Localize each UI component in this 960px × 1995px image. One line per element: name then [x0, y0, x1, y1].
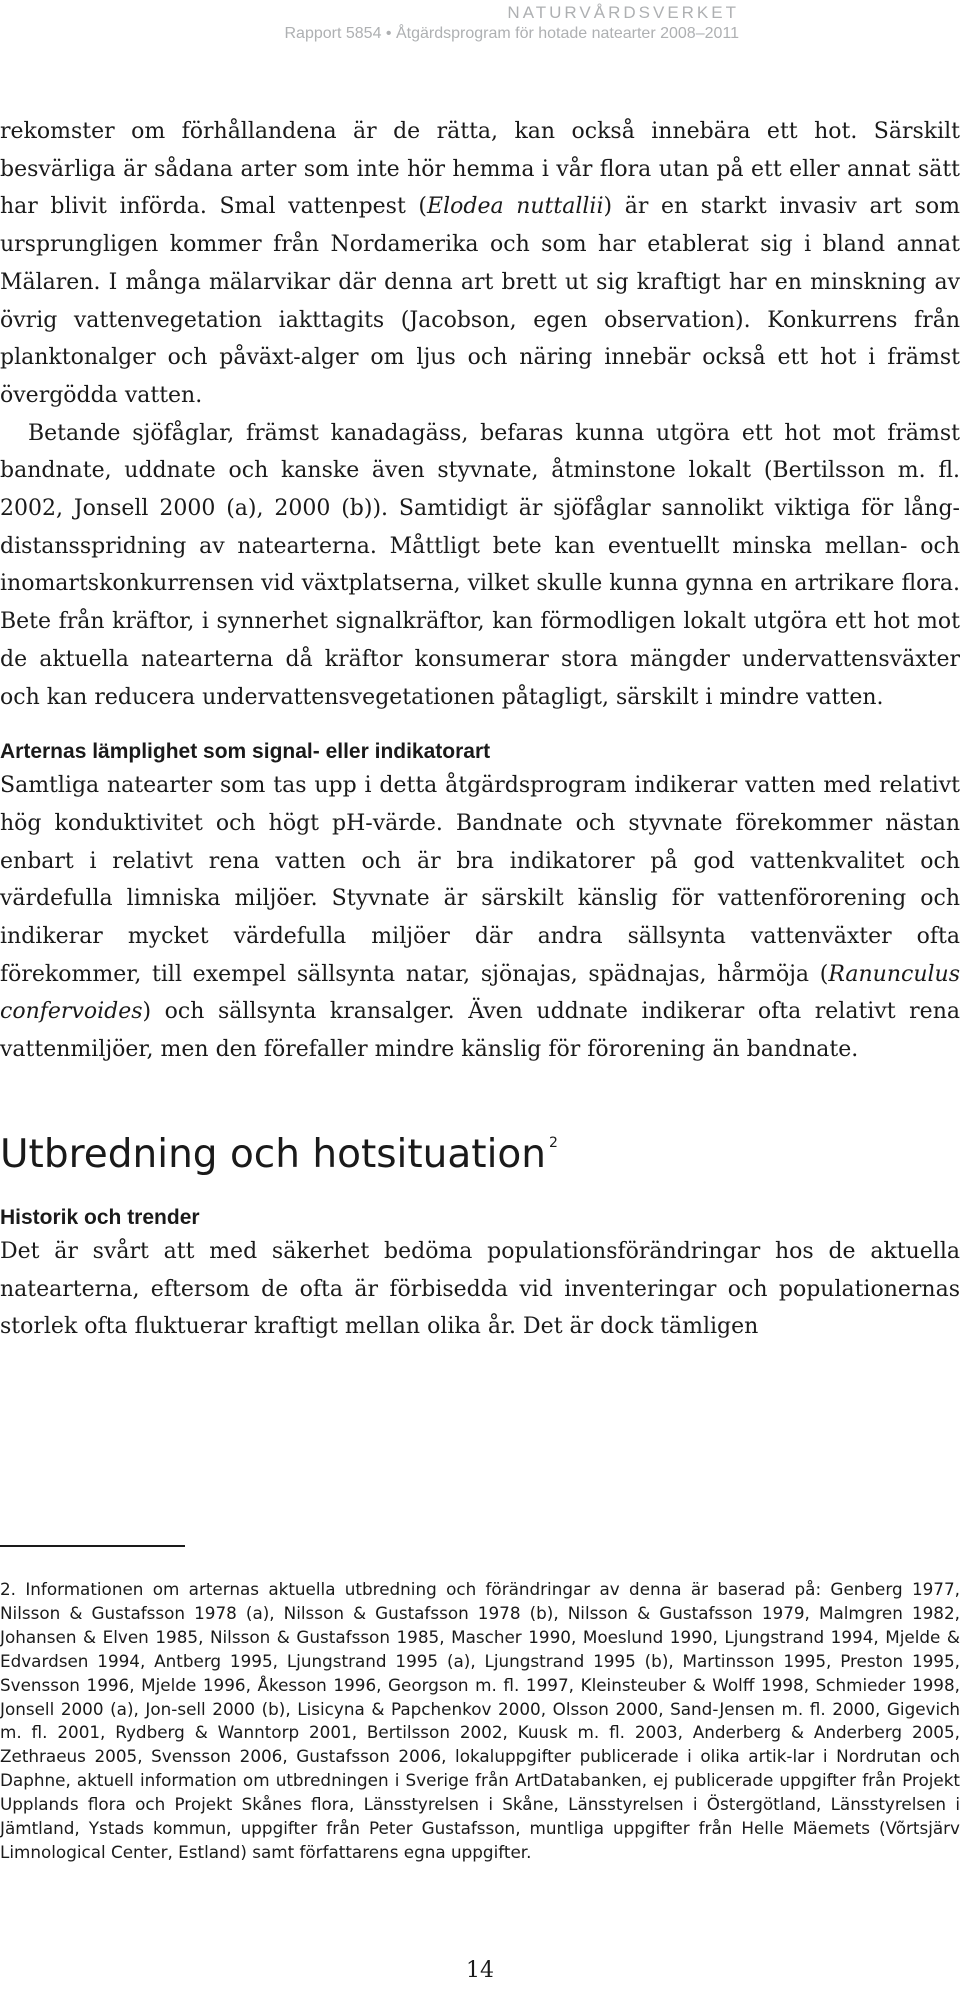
paragraph-threats-invasive	[0, 113, 960, 415]
species-name: Elodea nuttallii	[427, 194, 604, 220]
header-org: NATURVÅRDSVERKET	[507, 3, 739, 22]
running-header	[0, 0, 960, 58]
footnote-reference[interactable]: 2	[549, 1134, 558, 1151]
threats-section	[0, 113, 960, 716]
paragraph-text: ) och sällsynta kransalger. Även uddnate indikerar ofta relativt rena vattenmiljöer, men den förefaller mindre känslig för förorening än bandnate.	[0, 999, 960, 1063]
species-name: Ranunculus confervoides	[0, 961, 960, 1025]
history-section	[0, 1233, 960, 1346]
paragraph-text: Samtliga natearter som tas upp i detta åtgärdsprogram indikerar vatten med relativt hög konduktivitet och högt pH-värde. Bandnate och styvnate förekommer nästan enbart i relativt rena vatten och är bra indikatorer på god vattenkvalitet och värdefulla limniska miljöer. Styvnate är särskilt känslig för vattenförorening och indikerar mycket värdefulla miljöer där andra sällsynta vattenväxter ofta förekommer, till exempel sällsynta natar, sjönajas, spädnajas, hårmöja (	[0, 773, 960, 987]
paragraph-text: ) är en starkt invasiv art som ursprungligen kommer från Nordamerika och som har etablerat sig i bland annat Mälaren. I många mälarvikar där denna art brett ut sig kraftigt har en minskning av övrig vattenvegetation iakttagits (Jacobson, egen observation). Konkurrens från planktonalger och påväxt-alger om ljus och näring innebär också ett hot i främst övergödda vatten.	[0, 194, 960, 408]
paragraph-text: rekomster om förhållandena är de rätta, kan också innebära ett hot. Särskilt besvärliga är sådana arter som inte hör hemma i vår flora utan på ett eller annat sätt har blivit införda. Smal vattenpest (	[0, 119, 960, 220]
subheading-history: Historik och trender	[0, 1205, 200, 1229]
header-report-title: Rapport 5854 • Åtgärdsprogram för hotade natearter 2008–2011	[284, 25, 739, 42]
section-title	[0, 1125, 960, 1179]
footnote: 2. Informationen om arternas aktuella utbredning och förändringar av denna är baserad på: Genberg 1977, Nilsson & Gustafsson 1978 (a), Nilsson & Gustafsson 1978 (b), Nilsson & Gustafsson 1979, Malmgren 1982, Johansen & Elven 1985, Nilsson & Gustafsson 1985, Mascher 1990, Moeslund 1990, Ljungstrand 1994, Mjelde & Edvardsen 1994, Antberg 1995, Ljungstrand 1995 (a), Ljungstrand 1995 (b), Martinsson 1995, Preston 1995, Svensson 1996, Mjelde 1996, Åkesson 1996, Georgson m. fl. 1997, Kleinsteuber & Wolff 1998, Schmieder 1998, Jonsell 2000 (a), Jon-sell 2000 (b), Lisicyna & Papchenkov 2000, Olsson 2000, Sand-Jensen m. fl. 2000, Gigevich m. fl. 2001, Rydberg & Wanntorp 2001, Bertilsson 2002, Kuusk m. fl. 2003, Anderberg & Anderberg 2005, Zethraeus 2005, Svensson 2006, Gustafsson 2006, lokaluppgifter publicerade i olika artik-lar i Nordrutan och Daphne, aktuell information om utbredningen i Sverige från ArtDatabanken, ej publicerade uppgifter från Projekt Upplands flora och Projekt Skånes flora, Länsstyrelsen i Skåne, Länsstyrelsen i Östergötland, Länsstyrelsen i Jämtland, Ystads kommun, uppgifter från Peter Gustafsson, muntliga uppgifter från Helle Mäemets (Võrtsjärv Limnological Center, Estland) samt författarens egna uppgifter.	[0, 1579, 960, 1862]
indicator-section	[0, 767, 960, 1069]
section-title-text: Utbredning och hotsituation	[0, 1131, 546, 1177]
page-number: 14	[466, 1958, 494, 1983]
subheading-indicator: Arternas lämplighet som signal- eller indikatorart	[0, 740, 491, 764]
paragraph-indicator	[0, 767, 960, 1069]
main-content	[0, 113, 960, 1346]
paragraph-threats-grazing: Betande sjöfåglar, främst kanadagäss, befaras kunna utgöra ett hot mot främst bandnate, uddnate och kanske även styvnate, åtminstone lokalt (Bertilsson m. fl. 2002, Jonsell 2000 (a), 2000 (b)). Samtidigt är sjöfåglar sannolikt viktiga för lång-distansspridning av natearterna. Måttligt bete kan eventuellt minska mellan- och inomartskonkurrensen vid växtplatserna, vilket skulle kunna gynna en artrikare flora. Bete från kräftor, i synnerhet signalkräftor, kan förmodligen lokalt utgöra ett hot mot de aktuella natearterna då kräftor konsumerar stora mängder undervattensväxter och kan reducera undervattensvegetationen påtagligt, särskilt i mindre vatten.	[0, 420, 960, 710]
paragraph-history: Det är svårt att med säkerhet bedöma populationsförändringar hos de aktuella natearterna, eftersom de ofta är förbisedda vid inventeringar och populationernas storlek ofta fluktuerar kraftigt mellan olika år. Det är dock tämligen	[0, 1238, 960, 1340]
footnote-divider	[0, 1545, 185, 1547]
